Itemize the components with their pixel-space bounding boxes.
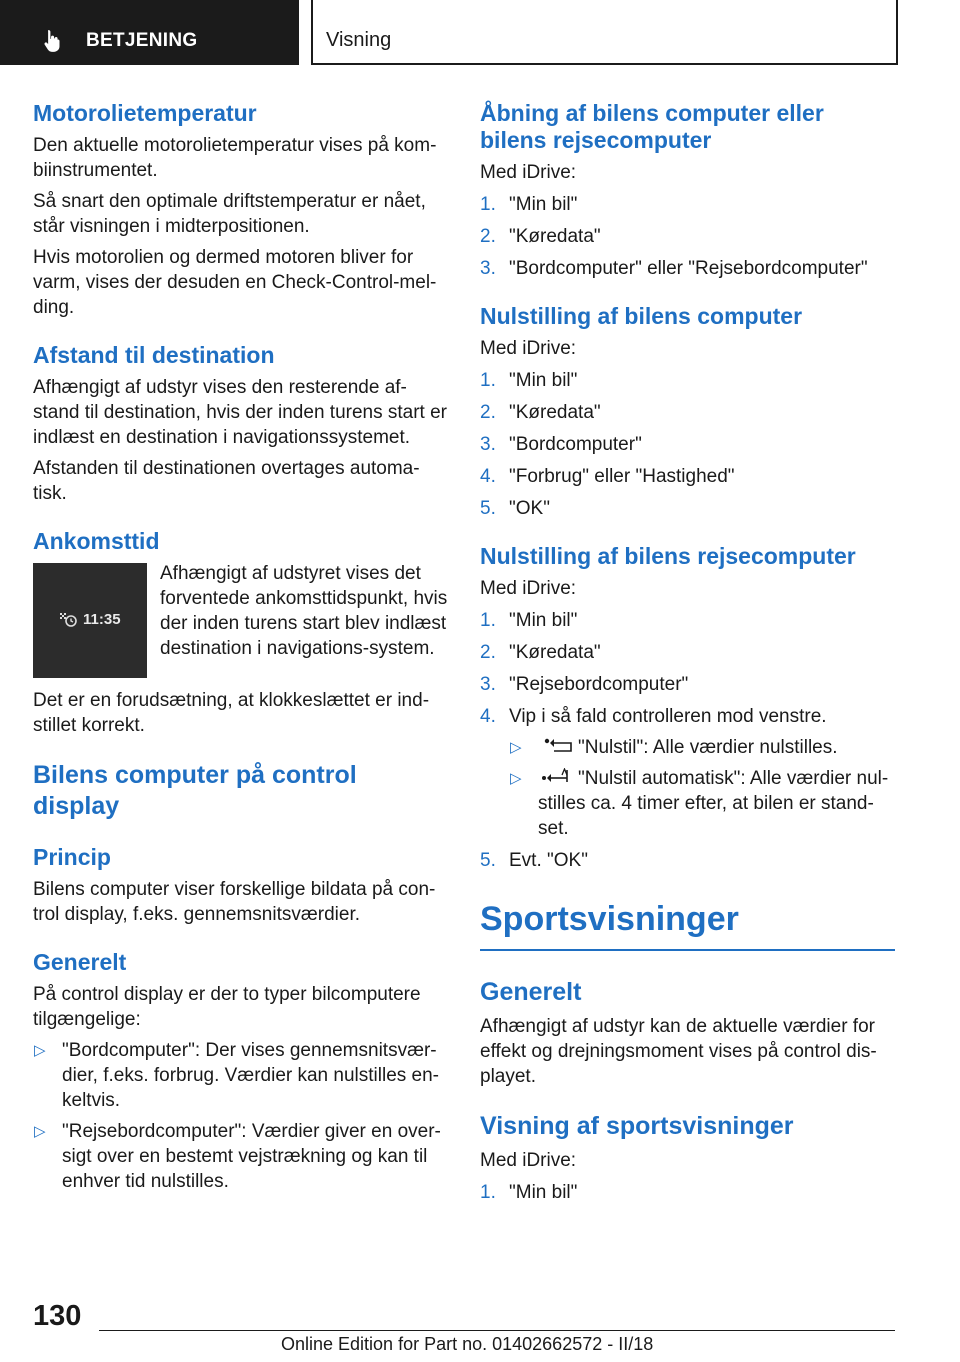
footer-divider — [99, 1330, 895, 1331]
list-item: 3. "Rejsebordcomputer" — [480, 674, 689, 695]
edition-text: Online Edition for Part no. 01402662572 - II/18 — [281, 1334, 654, 1354]
list-item: 3. "Bordcomputer" — [480, 434, 642, 455]
section-tab — [0, 0, 299, 65]
reset-icon — [538, 737, 574, 755]
heading-ankomsttid: Ankomsttid — [33, 528, 160, 554]
arrival-block — [33, 561, 448, 678]
left-column — [33, 100, 448, 1194]
list-item: 1. "Min bil" — [480, 1182, 578, 1203]
step-list — [480, 368, 895, 521]
page-title: Visning — [326, 29, 392, 51]
paragraph: Med iDrive: — [480, 162, 577, 183]
paragraph: Bilens computer viser forskellige bildata på con-trol display, f.eks. gennemsnitsværdier. — [33, 879, 436, 925]
list-item: ▷ "Nulstil automatisk": Alle værdier nul-stilles ca. 4 timer efter, at bilen er stand-set. — [510, 768, 889, 839]
auto-reset-icon — [538, 768, 574, 786]
step-list — [480, 608, 895, 873]
chapter-title: Sportsvisninger — [480, 899, 895, 951]
list-item: 2. "Køredata" — [480, 402, 601, 423]
list-item: 1. "Min bil" — [480, 610, 578, 631]
arrival-time: 11:35 — [83, 611, 121, 628]
paragraph: På control display er der to typer bilcomputere tilgængelige: — [33, 984, 421, 1030]
heading-generelt: Generelt — [33, 949, 127, 975]
paragraph: Afhængigt af udstyret vises det forventede ankomsttidspunkt, hvis der inden turens start blev indlæst destination i navigations-system. — [160, 563, 448, 659]
list-item: ▷ "Bordcomputer": Der vises gennemsnitsvær-dier, f.eks. forbrug. Værdier kan nulstilles en-keltvis. — [34, 1040, 440, 1111]
heading-motorolietemperatur: Motorolietemperatur — [33, 100, 257, 126]
step-list — [480, 1180, 895, 1205]
triangle-bullet-icon: ▷ — [34, 1123, 46, 1140]
heading-nulstilling-rejsecomputer: Nulstilling af bilens rejsecomputer — [480, 543, 856, 569]
list-item: 1. "Min bil" — [480, 194, 578, 215]
list-item: 1. "Min bil" — [480, 370, 578, 391]
triangle-bullet-icon: ▷ — [510, 770, 522, 787]
sub-bullet-list — [480, 735, 895, 841]
heading-afstand: Afstand til destination — [33, 342, 275, 368]
heading-princip: Princip — [33, 844, 111, 870]
page-number: 130 — [33, 1300, 82, 1332]
paragraph: Med iDrive: — [480, 338, 577, 359]
list-item: 4. "Forbrug" eller "Hastighed" — [480, 466, 735, 487]
heading-generelt-sport: Generelt — [480, 978, 582, 1006]
list-item: 3. "Bordcomputer" eller "Rejsebordcomputer" — [480, 258, 868, 279]
paragraph: Den aktuelle motorolietemperatur vises på kom-biinstrumentet. — [33, 135, 437, 181]
list-item: 5. Evt. "OK" — [480, 850, 588, 871]
section-title: BETJENING — [86, 30, 198, 51]
right-column — [480, 100, 895, 1205]
list-item: 4. Vip i så fald controlleren mod venstre. ▷ "Nulstil": Alle værdier nulstilles. ▷ "Nulstil automatisk": Alle værdier nul-stilles ca. 4 timer efter, at bilen er stand-set. — [480, 704, 895, 841]
paragraph: Afhængigt af udstyr vises den resterende af-stand til destination, hvis der inden turens start er indlæst en destination i navigationssystemet. — [33, 377, 448, 448]
heading-visning-sport: Visning af sportsvisninger — [480, 1112, 794, 1140]
bullet-list — [33, 1038, 448, 1194]
page-header — [311, 0, 898, 65]
paragraph: Med iDrive: — [480, 578, 577, 599]
paragraph: Det er en forudsætning, at klokkeslættet er ind-stillet korrekt. — [33, 690, 430, 736]
paragraph: Afstanden til destinationen overtages automa-tisk. — [33, 458, 420, 504]
heading-nulstilling-computer: Nulstilling af bilens computer — [480, 303, 803, 329]
paragraph: Hvis motorolien og dermed motoren bliver for varm, vises der desuden en Check-Control-mel-ding. — [33, 247, 437, 318]
list-item: 2. "Køredata" — [480, 226, 601, 247]
flag-clock-icon — [59, 611, 79, 629]
paragraph: Med iDrive: — [480, 1150, 577, 1171]
triangle-bullet-icon: ▷ — [34, 1042, 46, 1059]
list-item: ▷ "Nulstil": Alle værdier nulstilles. — [510, 737, 838, 758]
list-item: ▷ "Rejsebordcomputer": Værdier giver en over-sigt over en bestemt vejstrækning og kan til enhver tid nulstilles. — [34, 1121, 441, 1192]
paragraph: Så snart den optimale driftstemperatur er nået, står visningen i midterpositionen. — [33, 191, 426, 237]
list-item: 5. "OK" — [480, 498, 550, 519]
hand-pointer-icon — [40, 28, 66, 54]
list-item: 2. "Køredata" — [480, 642, 601, 663]
heading-aabning: Åbning af bilens computer eller bilens rejsecomputer — [480, 100, 824, 153]
step-list — [480, 192, 895, 281]
arrival-display-image — [33, 563, 147, 678]
heading-bilens-computer: Bilens computer på control display — [33, 761, 357, 820]
triangle-bullet-icon: ▷ — [510, 739, 522, 756]
paragraph: Afhængigt af udstyr kan de aktuelle værdier for effekt og drejningsmoment vises på control dis-playet. — [480, 1016, 877, 1087]
